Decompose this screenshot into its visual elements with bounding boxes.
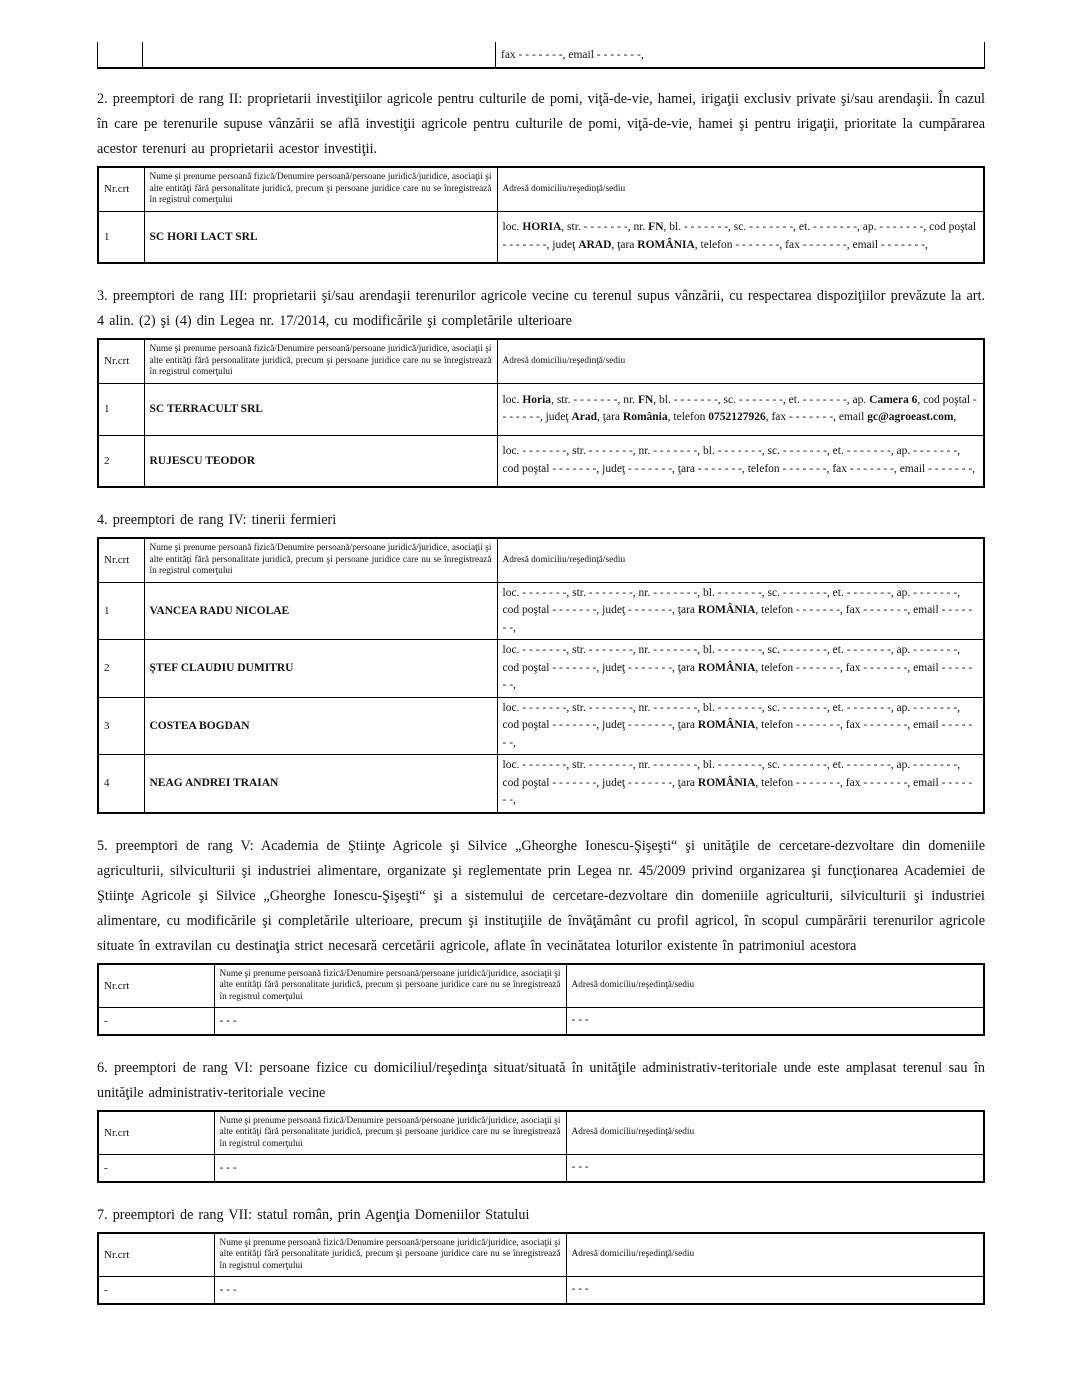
nr-cell: 1 (98, 383, 144, 435)
table-header-row (98, 167, 984, 211)
name-cell: NEAG ANDREI TRAIAN (144, 755, 497, 813)
table-row (98, 1155, 984, 1182)
address-cell: loc. Horia, str. - - - - - - -, nr. FN, bl. - - - - - - -, sc. - - - - - - -, et. - - - - - - -, ap. Camera 6, cod poştal - - - - - - -, judeţ Arad, ţara România, telefon 0752127926, fax - - - - - - -, email gc@agroeast.com, (497, 383, 984, 435)
section-rang-vi (97, 1056, 985, 1183)
nr-cell: 1 (98, 211, 144, 263)
name-cell: RUJESCU TEODOR (144, 435, 497, 487)
table-header-row (98, 1111, 984, 1155)
table-header-row (98, 538, 984, 582)
table-row (98, 697, 984, 755)
header-nr-cell: Nr.crt (98, 964, 214, 1008)
name-cell: VANCEA RADU NICOLAE (144, 582, 497, 640)
name-cell: - - - (214, 1277, 566, 1304)
address-cell: loc. - - - - - - -, str. - - - - - - -, nr. - - - - - - -, bl. - - - - - - -, sc. - - - - - - -, et. - - - - - - -, ap. - - - - - - -, cod poştal - - - - - - -, judeţ - - - - - - -, ţara - - - - - - -, telefon - - - - - - -, fax - - - - - - -, email - - - - - - -, (497, 435, 984, 487)
partial-address-cell: fax - - - - - - -, email - - - - - - -, (496, 42, 985, 67)
partial-nr-cell (97, 42, 143, 67)
address-cell: loc. HORIA, str. - - - - - - -, nr. FN, bl. - - - - - - -, sc. - - - - - - -, et. - - - - - - -, ap. - - - - - - -, cod poştal - - - - - - -, judeţ ARAD, ţara ROMÂNIA, telefon - - - - - - -, fax - - - - - - -, email - - - - - - -, (497, 211, 984, 263)
previous-page-table-partial-row (97, 42, 985, 69)
section-rang-iv (97, 508, 985, 814)
preemptors-table-rang-ii (97, 166, 985, 264)
nr-cell: - (98, 1277, 214, 1304)
nr-cell: 2 (98, 435, 144, 487)
nr-cell: - (98, 1155, 214, 1182)
section-rang-ii (97, 87, 985, 264)
header-nr-cell: Nr.crt (98, 538, 144, 582)
preemptors-table-rang-iv (97, 537, 985, 814)
header-name-cell: Nume şi prenume persoană fizică/Denumire persoană/persoane juridică/juridice, asociaţii şi alte entităţi fără personalitate juridică, precum şi persoane juridice care nu se înregistrează în registrul comerţului (214, 1111, 566, 1155)
header-address-cell: Adresă domiciliu/reşedinţă/sediu (566, 964, 984, 1008)
section-heading: 2. preemptori de rang II: proprietarii investiţiilor agricole pentru culturile de pomi, viţă-de-vie, hamei, irigaţii exclusiv private şi/sau arendaşii. În cazul în care pe terenurile supuse vânzării se află investiţii agricole pentru culturile de pomi, viţă-de-vie, hamei şi pentru irigaţii, prioritate la cumpărarea acestor terenuri au proprietarii acestor investiţii. (97, 91, 985, 157)
section-rang-vii (97, 1203, 985, 1305)
table-row (98, 1008, 984, 1035)
address-cell: loc. - - - - - - -, str. - - - - - - -, nr. - - - - - - -, bl. - - - - - - -, sc. - - - - - - -, et. - - - - - - -, ap. - - - - - - -, cod poştal - - - - - - -, judeţ - - - - - - -, ţara ROMÂNIA, telefon - - - - - - -, fax - - - - - - -, email - - - - - - -, (497, 582, 984, 640)
table-header-row (98, 1233, 984, 1277)
name-cell: COSTEA BOGDAN (144, 697, 497, 755)
table-header-row (98, 964, 984, 1008)
nr-cell: 4 (98, 755, 144, 813)
table-row (98, 1277, 984, 1304)
header-address-cell: Adresă domiciliu/reşedinţă/sediu (497, 167, 984, 211)
header-address-cell: Adresă domiciliu/reşedinţă/sediu (497, 538, 984, 582)
address-cell: - - - (566, 1155, 984, 1182)
name-cell: SC TERRACULT SRL (144, 383, 497, 435)
header-nr-cell: Nr.crt (98, 167, 144, 211)
preemptors-table-rang-iii (97, 338, 985, 488)
table-header-row (98, 339, 984, 383)
section-rang-iii (97, 284, 985, 488)
section-heading: 6. preemptori de rang VI: persoane fizice cu domiciliul/reşedinţa situat/situată în unităţile administrativ-teritoriale unde este amplasat terenul sau în unităţile administrativ-teritoriale vecine (97, 1059, 985, 1101)
header-address-cell: Adresă domiciliu/reşedinţă/sediu (566, 1111, 984, 1155)
header-nr-cell: Nr.crt (98, 339, 144, 383)
header-name-cell: Nume şi prenume persoană fizică/Denumire persoană/persoane juridică/juridice, asociaţii şi alte entităţi fără personalitate juridică, precum şi persoane juridice care nu se înregistrează în registrul comerţului (214, 1233, 566, 1277)
section-heading: 7. preemptori de rang VII: statul român, prin Agenţia Domeniilor Statului (97, 1206, 530, 1223)
header-name-cell: Nume şi prenume persoană fizică/Denumire persoană/persoane juridică/juridice, asociaţii şi alte entităţi fără personalitate juridică, precum şi persoane juridice care nu se înregistrează în registrul comerţului (144, 167, 497, 211)
section-heading: 5. preemptori de rang V: Academia de Ştiinţe Agricole şi Silvice „Gheorghe Ionescu-Şişeşti“ şi unităţile de cercetare-dezvoltare din domeniile agriculturii, silviculturii şi industriei alimentare, organizate şi reglementate prin Legea nr. 45/2009 privind organizarea şi funcţionarea Academiei de Ştiinţe Agricole şi Silvice „Gheorghe Ionescu-Şişeşti“ şi a sistemului de cercetare-dezvoltare din domeniile agriculturii, silviculturii şi industriei alimentare, cu modificările şi completările ulterioare, precum şi instituţiile de învăţământ cu profil agricol, în scopul cumpărării terenurilor agricole situate în extravilan cu destinaţia strict necesară cercetării agricole, aflate în vecinătatea loturilor existente în patrimoniul acestora (97, 837, 985, 954)
header-name-cell: Nume şi prenume persoană fizică/Denumire persoană/persoane juridică/juridice, asociaţii şi alte entităţi fără personalitate juridică, precum şi persoane juridice care nu se înregistrează în registrul comerţului (144, 339, 497, 383)
table-row (98, 211, 984, 263)
table-row (98, 435, 984, 487)
section-heading: 4. preemptori de rang IV: tinerii fermieri (97, 512, 337, 528)
address-cell: loc. - - - - - - -, str. - - - - - - -, nr. - - - - - - -, bl. - - - - - - -, sc. - - - - - - -, et. - - - - - - -, ap. - - - - - - -, cod poştal - - - - - - -, judeţ - - - - - - -, ţara ROMÂNIA, telefon - - - - - - -, fax - - - - - - -, email - - - - - - -, (497, 755, 984, 813)
table-row (98, 640, 984, 698)
table-row (98, 582, 984, 640)
nr-cell: 3 (98, 697, 144, 755)
section-heading: 3. preemptori de rang III: proprietarii şi/sau arendaşii terenurilor agricole vecine cu terenul supus vânzării, cu respectarea dispoziţiilor prevăzute la art. 4 alin. (2) şi (4) din Legea nr. 17/2014, cu modificările şi completările ulterioare (97, 288, 985, 329)
header-address-cell: Adresă domiciliu/reşedinţă/sediu (566, 1233, 984, 1277)
partial-name-cell (143, 42, 496, 67)
preemptors-table-rang-vi (97, 1110, 985, 1183)
document-content (97, 0, 985, 1307)
nr-cell: 2 (98, 640, 144, 698)
nr-cell: 1 (98, 582, 144, 640)
nr-cell: - (98, 1008, 214, 1035)
address-cell: loc. - - - - - - -, str. - - - - - - -, nr. - - - - - - -, bl. - - - - - - -, sc. - - - - - - -, et. - - - - - - -, ap. - - - - - - -, cod poştal - - - - - - -, judeţ - - - - - - -, ţara ROMÂNIA, telefon - - - - - - -, fax - - - - - - -, email - - - - - - -, (497, 640, 984, 698)
name-cell: SC HORI LACT SRL (144, 211, 497, 263)
header-nr-cell: Nr.crt (98, 1111, 214, 1155)
address-cell: loc. - - - - - - -, str. - - - - - - -, nr. - - - - - - -, bl. - - - - - - -, sc. - - - - - - -, et. - - - - - - -, ap. - - - - - - -, cod poştal - - - - - - -, judeţ - - - - - - -, ţara ROMÂNIA, telefon - - - - - - -, fax - - - - - - -, email - - - - - - -, (497, 697, 984, 755)
section-rang-v (97, 834, 985, 1036)
address-cell: - - - (566, 1277, 984, 1304)
name-cell: ŞTEF CLAUDIU DUMITRU (144, 640, 497, 698)
preemptors-table-rang-vii (97, 1232, 985, 1305)
header-address-cell: Adresă domiciliu/reşedinţă/sediu (497, 339, 984, 383)
header-name-cell: Nume şi prenume persoană fizică/Denumire persoană/persoane juridică/juridice, asociaţii şi alte entităţi fără personalitate juridică, precum şi persoane juridice care nu se înregistrează în registrul comerţului (144, 538, 497, 582)
header-name-cell: Nume şi prenume persoană fizică/Denumire persoană/persoane juridică/juridice, asociaţii şi alte entităţi fără personalitate juridică, precum şi persoane juridice care nu se înregistrează în registrul comerţului (214, 964, 566, 1008)
name-cell: - - - (214, 1155, 566, 1182)
address-cell: - - - (566, 1008, 984, 1035)
header-nr-cell: Nr.crt (98, 1233, 214, 1277)
table-row (98, 755, 984, 813)
table-row (98, 383, 984, 435)
preemptors-table-rang-v (97, 963, 985, 1036)
name-cell: - - - (214, 1008, 566, 1035)
